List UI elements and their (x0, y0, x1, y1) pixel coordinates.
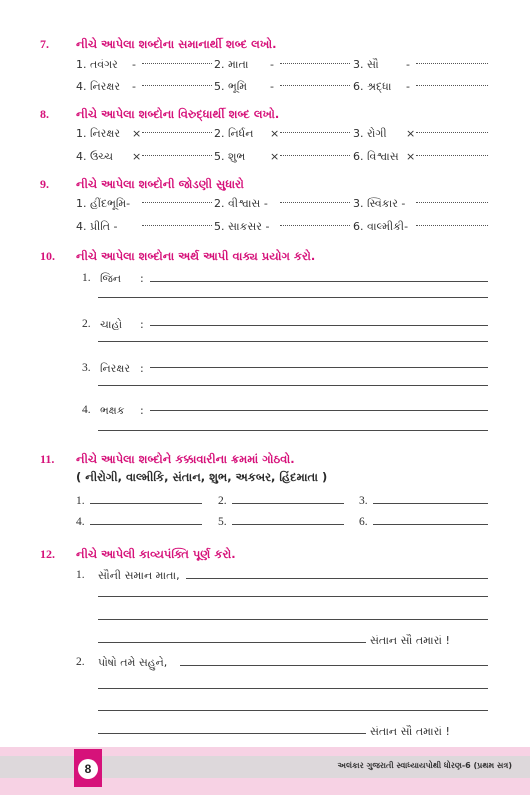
answer-line[interactable] (98, 733, 366, 734)
question-number: 8. (40, 107, 49, 121)
answer-line[interactable] (98, 642, 366, 643)
separator: - (270, 58, 274, 71)
separator: - (270, 80, 274, 93)
answer-blank[interactable] (280, 132, 350, 133)
word-list: ( નીરોગી, વાલ્મીકિ, સંતાન, શુભ, અકબર, હિંદમાતા ) (76, 470, 328, 484)
colon: : (140, 404, 144, 417)
word-label: 3. સ્વિકાર - (353, 197, 406, 210)
answer-line[interactable] (98, 688, 488, 689)
blank-number: 6. (359, 516, 368, 528)
question-8-row-2 (0, 150, 530, 170)
word-label: જિન (100, 272, 122, 285)
colon: : (140, 272, 144, 285)
answer-line[interactable] (150, 281, 488, 282)
poem-line-end: સંતાન સૌ તમારાં ! (370, 634, 450, 647)
answer-line[interactable] (186, 578, 488, 579)
question-9-row-2 (0, 220, 530, 240)
question-7-heading (0, 36, 530, 56)
separator: × (132, 127, 142, 140)
question-title: નીચે આપેલા શબ્દોના સમાનાર્થી શબ્દ લખો. (76, 37, 277, 51)
blank-number: 2. (218, 495, 227, 507)
blank-number: 4. (76, 516, 85, 528)
word-label: 2. માતા (214, 58, 249, 71)
q11-blanks-row-2 (0, 516, 530, 536)
answer-blank[interactable] (280, 85, 350, 86)
book-title: અલંકાર ગુજરાતી સ્વાધ્યાયપોથી ધોરણ-6 (પ્રથમ સત્ર) (337, 761, 512, 770)
poem-line-start: સૌની સમાન માતા, (98, 569, 180, 582)
colon: : (140, 318, 144, 331)
question-8-row-1 (0, 127, 530, 147)
answer-blank[interactable] (280, 225, 350, 226)
answer-line[interactable] (98, 710, 488, 711)
item-number: 2. (82, 318, 91, 330)
question-9-row-1 (0, 197, 530, 217)
answer-blank[interactable] (142, 155, 212, 156)
answer-blank[interactable] (416, 63, 488, 64)
answer-blank[interactable] (280, 202, 350, 203)
word-label: 6. વાલ્મીકી- (353, 220, 409, 233)
separator: - (132, 58, 136, 71)
answer-blank[interactable] (142, 202, 212, 203)
item-number: 2. (76, 656, 85, 668)
word-label: 3. રોગી (353, 127, 387, 140)
blank-number: 5. (218, 516, 227, 528)
answer-line[interactable] (98, 385, 488, 386)
answer-line[interactable] (98, 596, 488, 597)
answer-line[interactable] (90, 503, 202, 504)
answer-line[interactable] (98, 430, 488, 431)
page-number: 8 (78, 759, 98, 779)
question-7-row-1 (0, 58, 530, 78)
blank-number: 1. (76, 495, 85, 507)
question-7-row-2 (0, 80, 530, 100)
question-title: નીચે આપેલી કાવ્યપંક્તિ પૂર્ણ કરો. (76, 547, 236, 561)
separator: × (406, 150, 416, 163)
item-number: 4. (82, 404, 91, 416)
answer-line[interactable] (150, 325, 488, 326)
question-title: નીચે આપેલા શબ્દોને કક્કાવારીના ક્રમમાં ગોઠવો. (76, 452, 295, 466)
word-label: નિરક્ષર (100, 362, 131, 375)
answer-line[interactable] (232, 524, 344, 525)
separator: - (406, 58, 410, 71)
q10-item-4 (0, 404, 530, 424)
answer-blank[interactable] (416, 225, 488, 226)
word-label: 4. પ્રીતિ - (76, 220, 118, 233)
question-11-heading (0, 451, 530, 471)
item-number: 1. (76, 569, 85, 581)
answer-blank[interactable] (280, 63, 350, 64)
word-label: ભક્ષક (100, 404, 125, 417)
word-label: 6. વિશ્વાસ (353, 150, 399, 163)
question-title: નીચે આપેલા શબ્દોના વિરુદ્ધાર્થી શબ્દ લખો. (76, 107, 280, 121)
word-label: 4. નિરક્ષર (76, 80, 121, 93)
poem-line-end: સંતાન સૌ તમારાં ! (370, 725, 450, 738)
question-number: 9. (40, 177, 49, 191)
word-label: 1. હીંદભૂમિ- (76, 197, 131, 210)
question-number: 10. (40, 249, 55, 263)
answer-blank[interactable] (416, 202, 488, 203)
answer-blank[interactable] (142, 225, 212, 226)
separator: × (406, 127, 416, 140)
q10-item-1 (0, 272, 530, 292)
q12-item-1 (0, 569, 530, 589)
answer-line[interactable] (98, 619, 488, 620)
answer-blank[interactable] (416, 132, 488, 133)
word-label: 6. શ્રદ્ધા (353, 80, 392, 93)
question-8-heading (0, 106, 530, 126)
answer-line[interactable] (98, 341, 488, 342)
colon: : (140, 362, 144, 375)
q12-item-2 (0, 656, 530, 676)
question-10-heading (0, 248, 530, 268)
question-number: 7. (40, 37, 49, 51)
question-number: 11. (40, 452, 55, 466)
answer-blank[interactable] (416, 85, 488, 86)
item-number: 3. (82, 362, 91, 374)
separator: - (132, 80, 136, 93)
word-label: ચાહો (100, 318, 123, 331)
answer-line[interactable] (373, 503, 488, 504)
answer-line[interactable] (98, 297, 488, 298)
separator: × (132, 150, 142, 163)
answer-line[interactable] (232, 503, 344, 504)
question-number: 12. (40, 547, 55, 561)
answer-blank[interactable] (142, 132, 212, 133)
word-label: 1. તવંગર (76, 58, 118, 71)
q11-blanks-row-1 (0, 495, 530, 515)
question-9-heading (0, 176, 530, 196)
question-title: નીચે આપેલા શબ્દોની જોડણી સુધારો (76, 177, 244, 191)
separator: × (270, 127, 280, 140)
blank-number: 3. (359, 495, 368, 507)
word-label: 4. ઉચ્ચ (76, 150, 114, 163)
word-label: 5. શુભ (214, 150, 246, 163)
item-number: 1. (82, 272, 91, 284)
q10-item-2 (0, 318, 530, 338)
answer-blank[interactable] (280, 155, 350, 156)
answer-line[interactable] (150, 367, 488, 368)
answer-line[interactable] (150, 410, 488, 411)
question-title: નીચે આપેલા શબ્દોના અર્થ આપી વાક્ય પ્રયોગ કરો. (76, 249, 316, 263)
word-label: 5. ભૂમિ (214, 80, 248, 93)
separator: - (406, 80, 410, 93)
word-label: 5. સાકસર - (214, 220, 270, 233)
q10-item-3 (0, 362, 530, 382)
separator: × (270, 150, 280, 163)
word-label: 3. સૌ (353, 58, 379, 71)
answer-blank[interactable] (142, 63, 212, 64)
answer-line[interactable] (373, 524, 488, 525)
word-label: 1. નિરક્ષર (76, 127, 121, 140)
word-label: 2. નિર્ધન (214, 127, 254, 140)
answer-line[interactable] (180, 665, 488, 666)
question-12-heading (0, 546, 530, 566)
word-label: 2. વીશ્વાસ - (214, 197, 268, 210)
answer-line[interactable] (90, 524, 202, 525)
answer-blank[interactable] (416, 155, 488, 156)
answer-blank[interactable] (142, 85, 212, 86)
poem-line-start: પોષો તમે સહુને, (98, 656, 168, 669)
